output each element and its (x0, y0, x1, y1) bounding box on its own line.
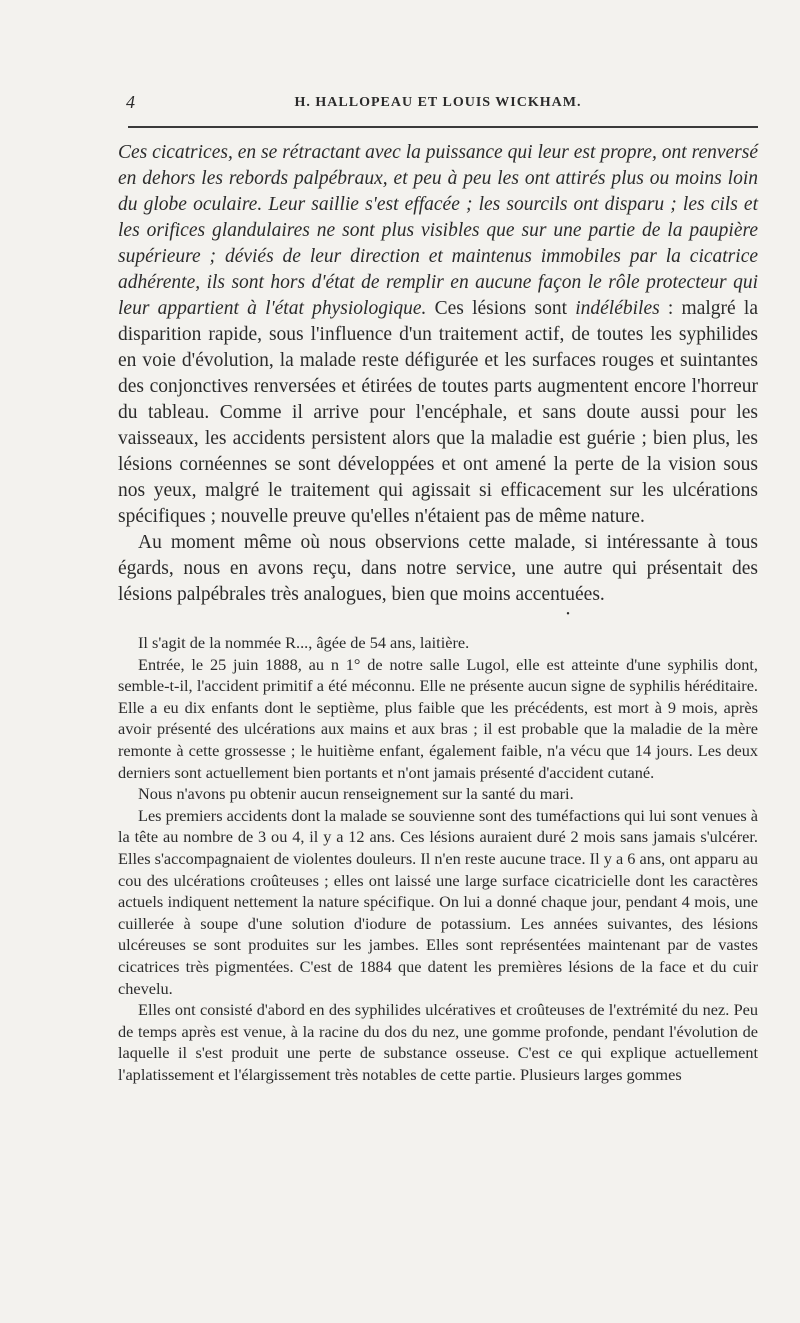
roman-passage-b: : malgré la disparition rapide, sous l'influence d'un traitement actif, de toutes les syphilides en voie d'évolution, la malade reste défigurée et les surfaces rouges et suintantes des conjonctives renversées et étirées de toutes parts augmentent encore l'horreur du tableau. Comme il arrive pour l'encéphale, et sans doute aussi pour les vaisseaux, les accidents persistent alors que la maladie est guérie ; bien plus, les lésions cornéennes se sont développées et ont amené la perte de la vision sous nos yeux, malgré le traitement qui agissait si efficacement sur les ulcérations spécifiques ; nouvelle preuve qu'elles n'étaient pas de même nature. (118, 298, 758, 527)
observation-paragraph-1: Il s'agit de la nommée R..., âgée de 54 ans, laitière. (138, 633, 470, 652)
main-text (118, 140, 758, 608)
page (118, 92, 758, 1085)
paragraph-2: Au moment même où nous observions cette malade, si intéressante à tous égards, nous en avons reçu, dans notre service, une autre qui présentait des lésions palpébrales très analogues, bien que moins accentuées. (118, 532, 758, 605)
observation-paragraph-3: Nous n'avons pu obtenir aucun renseignement sur la santé du mari. (138, 784, 574, 804)
italic-word: indélébiles (575, 298, 660, 319)
observation-paragraph-5: Elles ont consisté d'abord en des syphilides ulcératives et croûteuses de l'extrémité du nez. Peu de temps après est venue, à la racine du dos du nez, une gomme profonde, pendant l'évolution de laquelle il s'est produit une perte de substance osseuse. C'est ce qui explique actuellement l'aplatissement et l'élargissement très notables de cette partie. Plusieurs larges gommes (118, 1000, 758, 1084)
page-number: 4 (126, 92, 136, 112)
running-head (118, 92, 758, 118)
observation-paragraph-4: Les premiers accidents dont la malade se souvienne sont des tuméfactions qui lui sont venues à la tête au nombre de 3 ou 4, il y a 12 ans. Ces lésions auraient duré 2 mois sans jamais s'ulcérer. Elles s'accompagnaient de violentes douleurs. Il n'en reste aucune trace. Il y a 6 ans, ont apparu au cou des ulcérations croûteuses ; elles ont laissé une large surface cicatricielle dont les caractères actuels indiquent nettement la nature spécifique. On lui a donné chaque jour, pendant 4 mois, une cuillerée à soupe d'une solution d'iodure de potassium. Les années suivantes, des lésions ulcéreuses se sont produites sur les jambes. Elles sont représentées maintenant par de vastes cicatrices très pigmentées. C'est de 1884 que datent les premières lésions de la face et du cuir chevelu. (118, 805, 758, 998)
running-title: H. HALLOPEAU ET LOUIS WICKHAM. (294, 95, 582, 110)
roman-passage-a: Ces lésions sont (426, 298, 576, 319)
paragraph-1 (118, 140, 758, 530)
header-rule (128, 126, 758, 128)
observation-paragraph-2: Entrée, le 25 juin 1888, au n 1° de notre salle Lugol, elle est atteinte d'une syphilis dont, semble-t-il, l'accident primitif a été méconnu. Elle ne présente aucun signe de syphilis héréditaire. Elle a eu dix enfants dont le septième, plus faible que les précédents, est mort à 9 mois, après avoir présenté des ulcérations aux mains et aux bras ; il est probable que la maladie de la mère remonte à cette grossesse ; le huitième enfant, également faible, n'a vécu que 14 jours. Les deux derniers sont actuellement bien portants et n'ont jamais présenté d'accident cutané. (118, 654, 758, 782)
separator-dot: • (566, 609, 570, 620)
italic-passage: Ces cicatrices, en se rétractant avec la puissance qui leur est propre, ont renversé en dehors les rebords palpébraux, et peu à peu les ont attirés plus ou moins loin du globe oculaire. Leur saillie s'est effacée ; les sourcils ont disparu ; les cils et les orifices glandulaires ne sont plus visibles que sur une partie de la paupière supérieure ; déviés de leur direction et maintenus immobiles par la cicatrice adhérente, ils sont hors d'état de remplir en aucune façon le rôle protecteur qui leur appartient à l'état physiologique. (118, 142, 758, 319)
observation-text (118, 632, 758, 1085)
